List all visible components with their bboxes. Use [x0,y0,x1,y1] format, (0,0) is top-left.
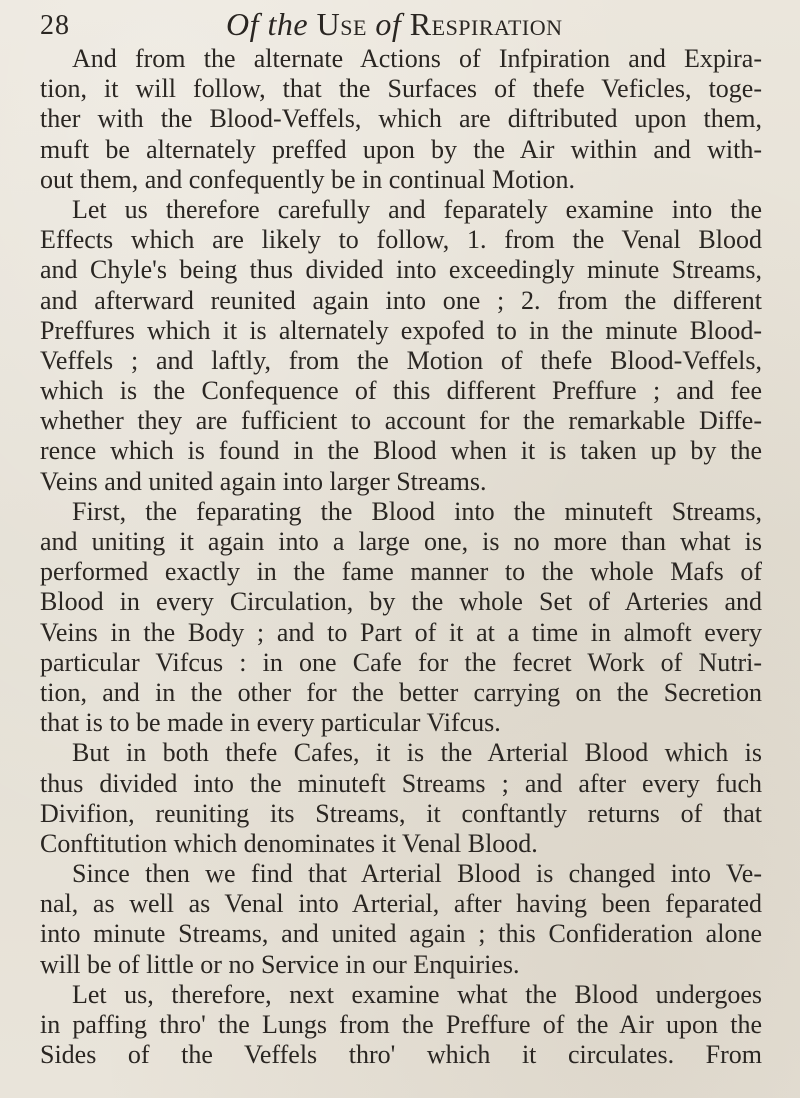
text-line: ther with the Blood-Veffels, which are diftributed upon them, [40,104,762,134]
text-line: Effects which are likely to follow, 1. from the Venal Blood [40,225,762,255]
text-line: Veins and united again into larger Streams. [40,466,487,496]
text-line: Preffures which it is alternately expofed to in the minute Blood- [40,315,762,345]
text-line: And from the alternate Actions of Infpiration and Expira- [72,44,762,73]
text-line: Veffels ; and laftly, from the Motion of thefe Blood-Veffels, [40,345,762,375]
body-text [40,44,762,1070]
text-line: Let us, therefore, next examine what the Blood undergoes [72,979,762,1009]
text-line: and Chyle's being thus divided into exceedingly minute Streams, [40,255,762,285]
text-line: in paffing thro' the Lungs from the Preffure of the Air upon the [40,1010,762,1039]
text-line: Since then we find that Arterial Blood is changed into Ve- [72,859,762,889]
text-line: which is the Confequence of this different Preffure ; and fee [40,376,762,406]
text-line: Conftitution which denominates it Venal Blood. [40,828,538,858]
text-line: into minute Streams, and united again ; this Confideration alone [40,919,762,949]
text-line: will be of little or no Service in our Enquiries. [40,949,520,979]
text-line: Sides of the Veffels thro' which it circulates. From [40,1040,762,1070]
running-head-part: Use [316,6,367,42]
text-line: nal, as well as Venal into Arterial, after having been feparated [40,889,762,919]
text-line: and afterward reunited again into one ; 2. from the different [40,285,762,315]
text-line: Veins in the Body ; and to Part of it at a time in almoft every [40,617,762,647]
text-line: Let us therefore carefully and feparately examine into the [72,194,762,224]
running-head-part: Respiration [409,6,563,42]
text-line: First, the feparating the Blood into the minuteft Streams, [72,496,762,526]
text-line: and uniting it again into a large one, is no more than what is [40,527,762,556]
running-head [226,6,563,43]
text-line: Divifion, reuniting its Streams, it conftantly returns of that [40,798,762,828]
text-line: whether they are fufficient to account for the remarkable Diffe- [40,406,762,436]
text-line: Blood in every Circulation, by the whole Set of Arteries and [40,587,762,617]
text-line: tion, it will follow, that the Surfaces of thefe Veficles, toge- [40,74,762,104]
running-head-part: of [375,6,402,42]
running-head-part: Of the [226,6,309,42]
text-line: out them, and confequently be in continual Motion. [40,164,576,194]
text-line: But in both thefe Cafes, it is the Arterial Blood which is [72,738,762,768]
text-line: particular Vifcus : in one Cafe for the fecret Work of Nutri- [40,647,762,677]
page-number: 28 [40,10,70,41]
text-line: rence which is found in the Blood when it is taken up by the [40,436,762,466]
text-line: tion, and in the other for the better carrying on the Secretion [40,677,762,707]
text-line: muft be alternately preffed upon by the Air within and with- [40,134,762,164]
text-line: performed exactly in the fame manner to the whole Mafs of [40,557,762,587]
text-line: that is to be made in every particular Vifcus. [40,708,501,738]
text-line: thus divided into the minuteft Streams ; and after every fuch [40,768,762,798]
